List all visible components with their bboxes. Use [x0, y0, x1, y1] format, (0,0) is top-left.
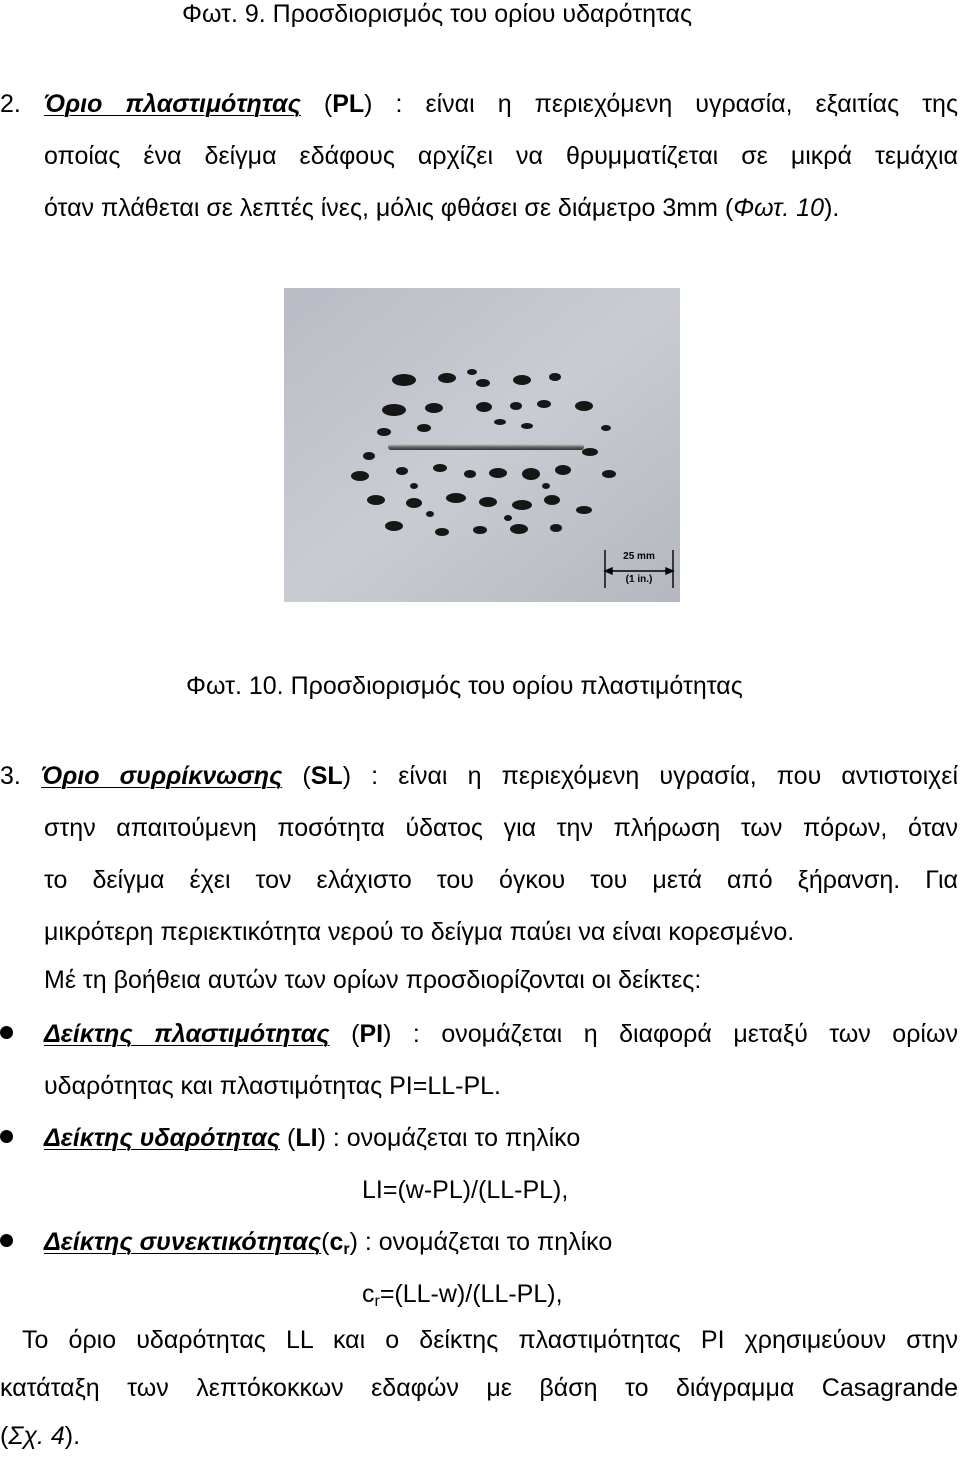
sl-term: Όριο συρρίκνωσης: [41, 762, 283, 790]
cr-formula: $c_r=(LL-w)/(LL-PL)$,: [362, 1280, 563, 1310]
sl-paragraph-line-4: μικρότερη περιεκτικότητα νερού το δείγμα παύει να είναι κορεσμένο.: [44, 918, 795, 946]
photo-9-caption: Φωτ. 9. Προσδιορισμός του ορίου υδαρότητας: [182, 0, 693, 28]
sl-paragraph-line-2: στην απαιτούμενη ποσότητα ύδατος για την πλήρωση των πόρων, όταν: [44, 814, 958, 842]
sl-paragraph-line-3: το δείγμα έχει τον ελάχιστο του όγκου του μετά από ξήρανση. Για: [44, 866, 958, 894]
pl-paragraph-line-3: όταν πλάθεται σε λεπτές ίνες, μόλις φθάσει σε διάμετρο 3mm (Φωτ. 10).: [44, 194, 840, 222]
scale-label-in: (1 in.): [625, 574, 653, 585]
sl-number: 3.: [0, 762, 21, 790]
pi-line-2: υδαρότητας και πλαστιμότητας PI=LL-PL.: [44, 1072, 501, 1100]
indices-intro: Μέ τη βοήθεια αυτών των ορίων προσδιορίζονται οι δείκτες:: [44, 966, 702, 994]
pi-abbr: PI: [359, 1020, 384, 1048]
cr-abbr: $c_r$: [329, 1228, 350, 1258]
closing-line-2: κατάταξη των λεπτόκοκκων εδαφών με βάση το διάγραμμα Casagrande: [0, 1374, 958, 1402]
li-formula: LI=(w-PL)/(LL-PL),: [362, 1176, 569, 1204]
pl-term: Όριο πλαστιμότητας: [43, 90, 301, 118]
thread-rod: [388, 444, 584, 450]
li-term: Δείκτης υδαρότητας: [44, 1124, 281, 1152]
sl-abbr: SL: [310, 762, 343, 790]
bullet-icon: [0, 1234, 13, 1247]
pl-abbr: PL: [332, 90, 365, 118]
cr-term: Δείκτης συνεκτικότητας: [44, 1228, 322, 1256]
li-line-1: Δείκτης υδαρότητας (LI) : ονομάζεται το πηλίκο: [44, 1124, 581, 1152]
cr-line-1: Δείκτης $\sigma\upsilon\nu\varepsilon\kappa\tau\iota\kappa ό\tau\eta\tau\alpha\varsigma(c_r)$ : ονομάζεται το πηλίκο: [44, 1228, 613, 1258]
scale-label-mm: 25 mm: [623, 551, 655, 562]
pi-line-1: Δείκτης πλαστιμότητας (PI) : ονομάζεται η διαφορά μεταξύ των ορίων: [44, 1020, 958, 1048]
bullet-icon: [0, 1026, 13, 1039]
li-abbr: LI: [295, 1124, 318, 1152]
pi-term: Δείκτης πλαστιμότητας: [44, 1020, 330, 1048]
pl-paragraph-line-2: οποίας ένα δείγμα εδάφους αρχίζει να θρυμματίζεται σε μικρά τεμάχια: [44, 142, 958, 170]
photo-10-caption: Φωτ. 10. Προσδιορισμός του ορίου πλαστιμότητας: [186, 672, 743, 700]
pl-paragraph-line-1: 2. Όριο πλαστιμότητας (PL) : είναι η περιεχόμενη υγρασία, εξαιτίας της: [0, 90, 958, 118]
closing-line-3: (Σχ. 4).: [0, 1422, 81, 1450]
closing-line-1: Το όριο υδαρότητας LL και ο δείκτης πλαστιμότητας PI χρησιμεύουν στην: [22, 1326, 958, 1354]
sl-paragraph-line-1: 3. Όριο συρρίκνωσης (SL) : είναι η περιεχόμενη υγρασία, που αντιστοιχεί: [0, 762, 959, 790]
figure-4-ref: Σχ. 4: [8, 1422, 65, 1450]
photo-10-ref: Φωτ. 10: [733, 194, 825, 222]
bullet-icon: [0, 1130, 13, 1143]
pl-number: 2.: [0, 90, 21, 118]
plastic-limit-photo: [284, 288, 680, 602]
